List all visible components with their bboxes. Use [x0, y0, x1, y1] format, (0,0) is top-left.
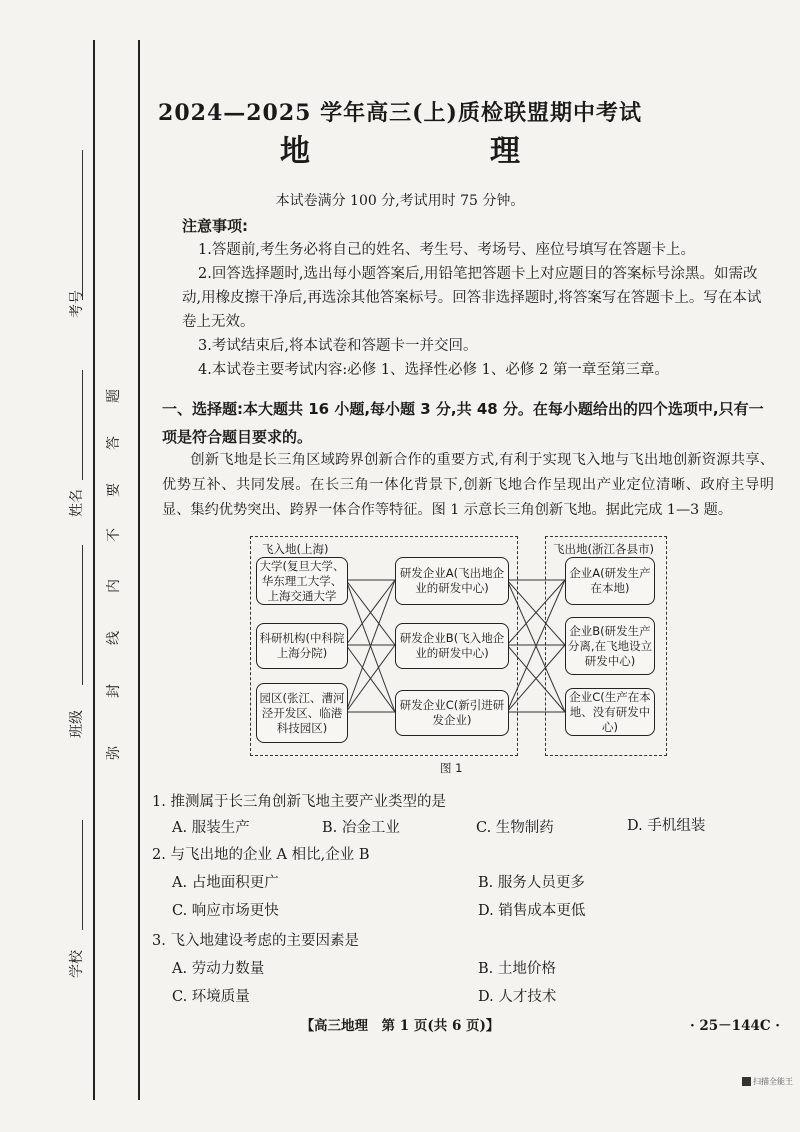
question-1-option-b: B. 冶金工业: [322, 820, 400, 836]
page-footer: 【高三地理 第 1 页(共 6 页)】: [300, 1018, 500, 1034]
box-rd-company-a: 研发企业A(飞出地企业的研发中心): [395, 557, 509, 605]
section-heading: 一、选择题:本大题共 16 小题,每小题 3 分,共 48 分。在每小题给出的四个选项中,只有一项是符合题目要求的。: [162, 400, 764, 446]
field-label-name: 姓名: [69, 489, 85, 517]
notice-item-4: 4.本试卷主要考试内容:必修 1、选择性必修 1、必修 2 第一章至第三章。: [198, 362, 669, 378]
figure-caption: 图 1: [440, 761, 463, 775]
question-3-option-b: B. 土地价格: [478, 961, 556, 977]
scanner-icon: [742, 1077, 751, 1086]
question-1-option-d: D. 手机组装: [627, 818, 706, 834]
exam-title: 2024—2025 学年高三(上)质检联盟期中考试: [158, 100, 642, 126]
question-2-option-b: B. 服务人员更多: [478, 875, 585, 891]
question-3-option-d: D. 人才技术: [478, 989, 557, 1005]
field-label-kaohao: 考号: [69, 290, 85, 318]
box-university: 大学(复旦大学、华东理工大学、上海交通大学: [256, 557, 348, 605]
question-3-stem: 3. 飞入地建设考虑的主要因素是: [152, 933, 359, 949]
notice-item-3: 3.考试结束后,将本试卷和答题卡一并交回。: [198, 338, 478, 354]
box-park: 园区(张江、漕河泾开发区、临港科技园区): [256, 683, 348, 743]
question-3-option-c: C. 环境质量: [172, 989, 250, 1005]
question-2-option-d: D. 销售成本更低: [478, 903, 586, 919]
paper-code: · 25－144C ·: [690, 1018, 781, 1034]
box-rd-company-c: 研发企业C(新引进研发企业): [395, 690, 509, 736]
question-2-option-a: A. 占地面积更广: [172, 875, 279, 891]
box-company-a: 企业A(研发生产在本地): [565, 557, 655, 605]
fly-out-title: 飞出地(浙江各县市): [553, 542, 654, 556]
question-1-option-c: C. 生物制药: [476, 820, 554, 836]
question-3-option-a: A. 劳动力数量: [172, 961, 265, 977]
passage: 创新飞地是长三角区域跨界创新合作的重要方式,有利于实现飞入地与飞出地创新资源共享、优势互补、共同发展。在长三角一体化背景下,创新飞地合作呈现出产业定位清晰、政府主导明显、集约优势突出、跨界一体合作等特征。图 1 示意长三角创新飞地。据此完成 1—3 题。: [162, 452, 774, 518]
fly-in-title: 飞入地(上海): [262, 542, 329, 556]
box-company-b: 企业B(研发生产分离,在飞地设立研发中心): [565, 617, 655, 675]
question-2-stem: 2. 与飞出地的企业 A 相比,企业 B: [152, 847, 370, 863]
exam-intro: 本试卷满分 100 分,考试用时 75 分钟。: [275, 193, 525, 209]
subject-title: 地 理: [280, 134, 560, 169]
notice-heading: 注意事项:: [182, 217, 248, 235]
box-company-c: 企业C(生产在本地、没有研发中心): [565, 688, 655, 736]
question-1-stem: 1. 推测属于长三角创新飞地主要产业类型的是: [152, 794, 446, 810]
question-2-option-c: C. 响应市场更快: [172, 903, 279, 919]
question-1-option-a: A. 服装生产: [172, 820, 250, 836]
box-rd-company-b: 研发企业B(飞入地企业的研发中心): [395, 623, 509, 669]
box-research-institute: 科研机构(中科院上海分院): [256, 623, 348, 669]
scanner-logo: 扫描全能王: [742, 1076, 793, 1087]
field-label-class: 班级: [69, 710, 85, 738]
notice-item-2: 2.回答选择题时,选出每小题答案后,用铅笔把答题卡上对应题目的答案标号涂黑。如需改动,用橡皮擦干净后,再选涂其他答案标号。回答非选择题时,将答案写在答题卡上。写在本试卷上无效。: [182, 266, 762, 330]
field-label-school: 学校: [69, 950, 85, 978]
notice-item-1: 1.答题前,考生务必将自己的姓名、考生号、考场号、座位号填写在答题卡上。: [198, 242, 695, 258]
